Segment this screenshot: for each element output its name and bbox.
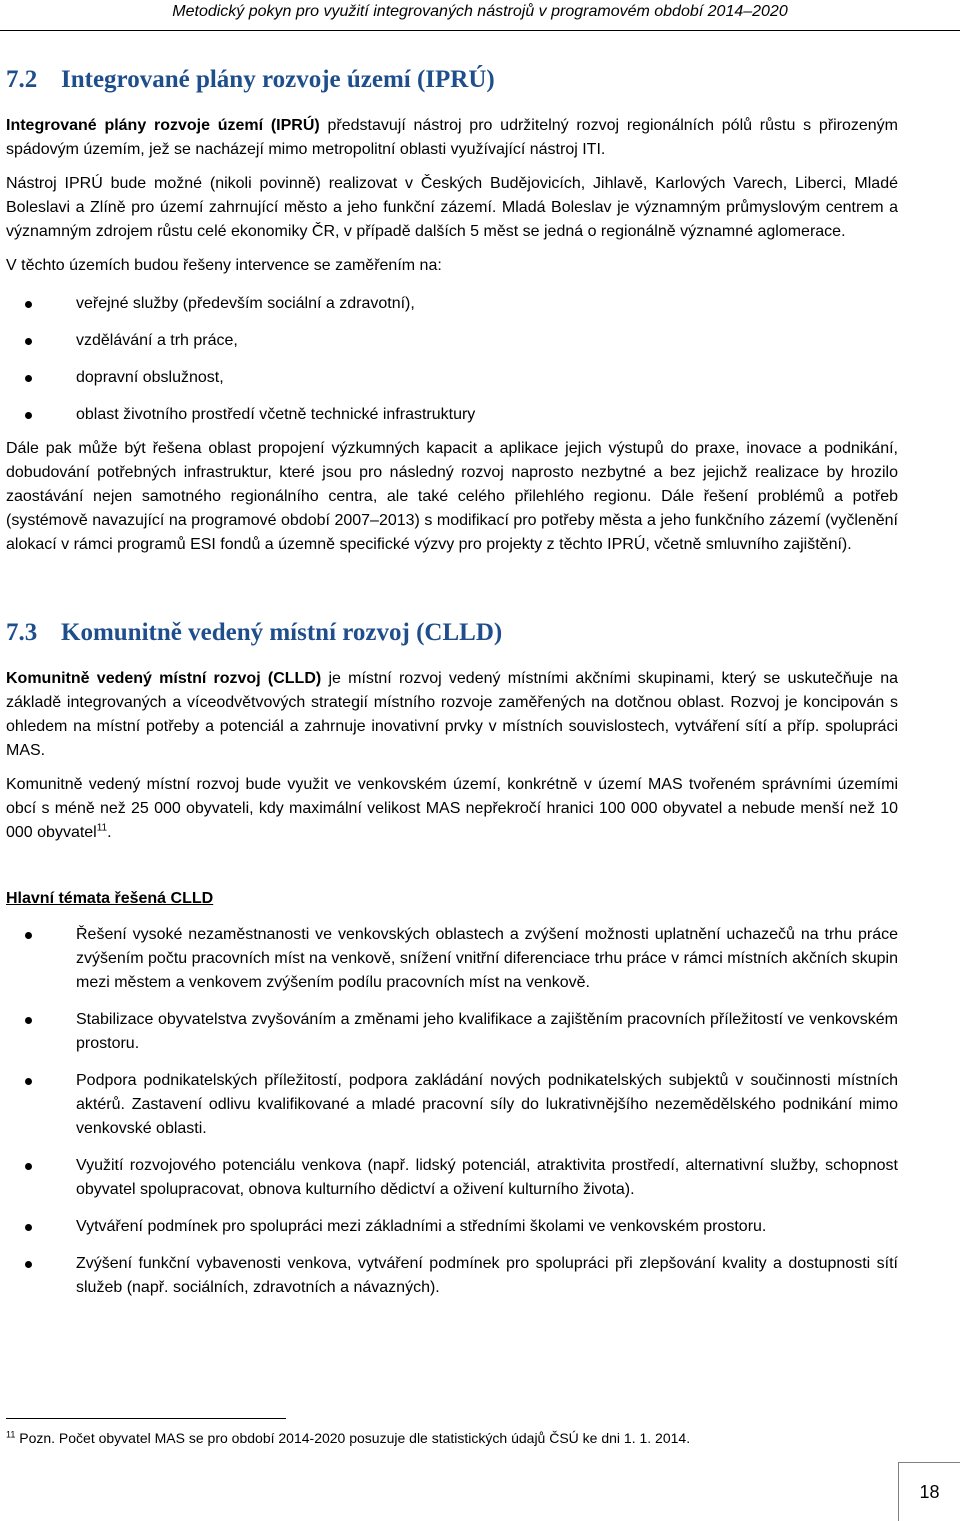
list-item-text: dopravní obslužnost, [76, 369, 224, 386]
list-item-text: Stabilizace obyvatelstva zvyšováním a změnami jeho kvalifikace a zajištěním pracovních příležitostí ve venkovském prostoru. [76, 1011, 898, 1052]
page-number: 18 [898, 1462, 960, 1521]
topics-list [6, 923, 898, 1300]
bullet-icon [25, 301, 32, 308]
bullet-icon [25, 1224, 32, 1231]
header-rule [0, 30, 960, 31]
bullet-icon [25, 412, 32, 419]
footnote-reference[interactable]: 11 [96, 822, 108, 834]
paragraph-text: představují nástroj pro udržitelný rozvoj regionálních pólů růstu s přirozeným spádovým územím, jež se nacházejí mimo metropolitní oblasti využívající nástroj ITI. [6, 117, 899, 158]
topics-heading: Hlavní témata řešená CLLD [6, 890, 214, 907]
list-item [6, 1069, 898, 1141]
list-item-text: oblast životního prostředí včetně technické infrastruktury [76, 406, 476, 423]
paragraph [6, 667, 898, 763]
paragraph: Dále pak může být řešena oblast propojení výzkumných kapacit a aplikace jejich výstupů do praxe, inovace a podnikání, dobudování potřebných infrastruktur, které jsou pro následný rozvoj naprosto nezbytné a bez jejichž realizace by hrozilo zaostávání nejen samotného regionálního centra, ale také celého přilehlého regionu. Dále řešení problémů a potřeb (systémově navazující na programové období 2007–2013) s modifikací pro potřeby města a jeho funkčního zázemí (vyčlenění alokací v rámci programů ESI fondů a územně specifické výzvy pro projekty z těchto IPRÚ, včetně smluvního zajištění). [6, 440, 898, 553]
list-item-text: Zvýšení funkční vybavenosti venkova, vytváření podmínek pro spolupráci při zlepšování kvality a dostupnosti sítí služeb (např. sociálních, zdravotních a návazných). [76, 1255, 898, 1296]
areas-list [6, 292, 898, 427]
list-item [6, 329, 898, 353]
list-item-text: Využití rozvojového potenciálu venkova (např. lidský potenciál, atraktivita prostředí, alternativní služby, schopnost obyvatel spolupracovat, obnova kulturního dědictví a oživení kulturního života). [76, 1157, 898, 1198]
section-number: 7.2 [6, 66, 38, 93]
paragraph: Nástroj IPRÚ bude možné (nikoli povinně) realizovat v Českých Budějovicích, Jihlavě, Karlových Varech, Liberci, Mladé Boleslavi a Zlíně pro území zahrnující město a jeho funkční zázemí. Mladá Boleslav je významným průmyslovým centrem a významným zdrojem růstu celé ekonomiky ČR, v případě dalších 5 měst se jedná o regionálně významné aglomerace. [6, 175, 898, 240]
section-title: Integrované plány rozvoje území (IPRÚ) [61, 66, 495, 93]
paragraph-text: je místní rozvoj vedený místními akčními skupinami, který se uskutečňuje na základě integrovaných a víceodvětvových strategií místního rozvoje zaměřených na dotčnou oblast. Rozvoj je koncipován s ohledem na místní potřeby a potenciál a zahrnuje inovativní prvky v místních souvislostech, vytváření sítí a příp. spolupráci MAS. [6, 670, 898, 759]
paragraph-text: . [107, 824, 112, 841]
section-number: 7.3 [6, 619, 38, 646]
list-item-text: vzdělávání a trh práce, [76, 332, 238, 349]
bold-term: Komunitně vedený místní rozvoj (CLLD) [6, 670, 322, 687]
bullet-icon [25, 1261, 32, 1268]
list-item [6, 366, 898, 390]
running-header: Metodický pokyn pro využití integrovaných nástrojů v programovém období 2014–2020 [172, 3, 788, 20]
section-title: Komunitně vedený místní rozvoj (CLLD) [61, 619, 503, 646]
paragraph [6, 114, 898, 162]
bullet-icon [25, 1017, 32, 1024]
bullet-icon [25, 338, 32, 345]
list-item-text: Podpora podnikatelských příležitostí, podpora zakládání nových podnikatelských subjektů v součinnosti místních aktérů. Zastavení odlivu kvalifikované a mladé pracovní síly do lukrativnějšího nezemědělského podnikání mimo venkovské oblasti. [76, 1072, 898, 1137]
paragraph [6, 773, 898, 845]
list-item-text: Vytváření podmínek pro spolupráci mezi základními a středními školami ve venkovském prostoru. [76, 1218, 767, 1235]
footnote [6, 1428, 690, 1448]
list-item-text: Řešení vysoké nezaměstnanosti ve venkovských oblastech a zvýšení možnosti uplatnění uchazečů na trhu práce zvýšením počtu pracovních míst na venkově, snížení vnitřní diferenciace trhu práce v rámci místních akčních skupin mezi městem a venkovem zvýšením podílu pracovních míst na venkově. [76, 926, 898, 991]
list-item [6, 1215, 898, 1239]
list-item [6, 1252, 898, 1300]
footnote-text: Pozn. Počet obyvatel MAS se pro období 2014-2020 posuzuje dle statistických údajů ČSÚ ke dni 1. 1. 2014. [15, 1430, 691, 1446]
bold-term: Integrované plány rozvoje území (IPRÚ) [6, 117, 320, 134]
list-item [6, 923, 898, 995]
page-content [6, 64, 898, 1313]
bullet-icon [25, 1163, 32, 1170]
section-heading-7-2 [6, 64, 898, 96]
bullet-icon [25, 932, 32, 939]
list-item [6, 1154, 898, 1202]
paragraph-text: Komunitně vedený místní rozvoj bude využit ve venkovském území, konkrétně v území MAS tvořeném správními územími obcí s méně než 25 000 obyvateli, kdy maximální velikost MAS nepřekročí hranici 100 000 obyvatel a nebude menší než 10 000 obyvatel [6, 776, 898, 841]
bullet-icon [25, 1078, 32, 1085]
footnote-number: 11 [6, 1429, 16, 1440]
list-item [6, 292, 898, 316]
footnote-separator [6, 1418, 286, 1419]
section-heading-7-3 [6, 617, 898, 649]
paragraph: V těchto územích budou řešeny intervence se zaměřením na: [6, 257, 442, 274]
list-item [6, 403, 898, 427]
list-item [6, 1008, 898, 1056]
list-item-text: veřejné služby (především sociální a zdravotní), [76, 295, 415, 312]
bullet-icon [25, 375, 32, 382]
